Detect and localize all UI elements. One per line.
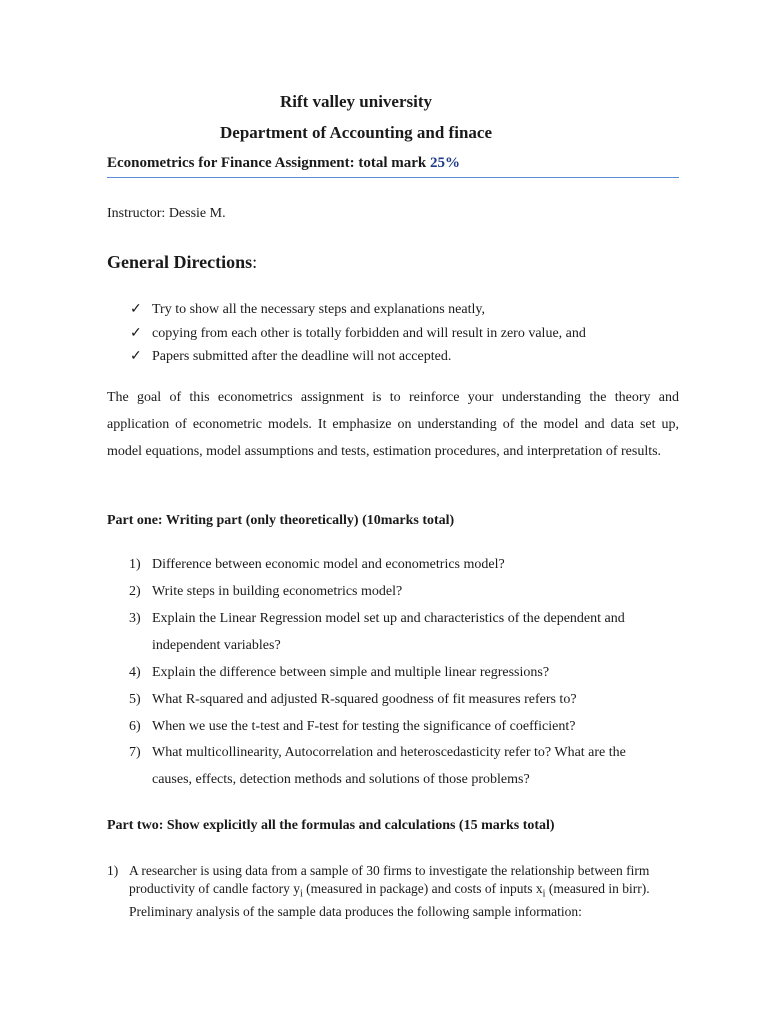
question-item [129, 692, 577, 708]
direction-text: Papers submitted after the deadline will not accepted. [152, 349, 452, 364]
checkmark-icon: ✓ [130, 326, 142, 341]
question-item [129, 557, 505, 573]
part-two-question [107, 860, 679, 881]
checkmark-icon: ✓ [130, 349, 142, 364]
question-text: When we use the t-test and F-test for testing the significance of coefficient? [152, 719, 576, 734]
question-number: 5) [129, 692, 141, 707]
direction-item [130, 301, 485, 318]
assignment-percent: 25% [430, 155, 461, 171]
question-item [129, 745, 626, 761]
direction-item [130, 325, 586, 342]
question-number: 1) [107, 863, 119, 878]
subscript: i [299, 888, 303, 900]
general-directions-colon: : [252, 252, 258, 272]
question-item [129, 665, 549, 681]
question-number: 2) [129, 584, 141, 599]
direction-item [130, 348, 451, 365]
direction-text: copying from each other is totally forbidden and will result in zero value, and [152, 326, 586, 341]
question-text: Explain the Linear Regression model set up and characteristics of the dependent and [152, 611, 625, 626]
question-text: What R-squared and adjusted R-squared goodness of fit measures refers to? [152, 692, 577, 707]
assignment-title [107, 155, 460, 172]
direction-text: Try to show all the necessary steps and explanations neatly, [152, 302, 485, 317]
question-text: A researcher is using data from a sample of 30 firms to investigate the relationship between firm [129, 863, 650, 878]
question-number: 3) [129, 611, 141, 626]
question-continuation: independent variables? [152, 638, 281, 653]
question-text: (measured in package) and costs of inputs x [302, 881, 543, 896]
question-item [129, 584, 402, 600]
department-title: Department of Accounting and finace [220, 123, 492, 142]
question-text: What multicollinearity, Autocorrelation and heteroscedasticity refer to? What are the [152, 745, 626, 760]
question-text: Difference between economic model and econometrics model? [152, 557, 505, 572]
question-item [129, 611, 625, 627]
general-directions-heading-text: General Directions [107, 252, 253, 272]
assignment-title-text: Econometrics for Finance Assignment: total mark [107, 155, 427, 171]
question-line [129, 881, 650, 900]
question-continuation: causes, effects, detection methods and solutions of those problems? [152, 772, 530, 787]
part-one-heading: Part one: Writing part (only theoretically) (10marks total) [107, 513, 455, 528]
general-directions-heading [107, 252, 257, 273]
question-text: productivity of candle factory y [129, 881, 300, 896]
question-item [129, 719, 575, 735]
question-number: 4) [129, 665, 141, 680]
instructor-line: Instructor: Dessie M. [107, 206, 226, 221]
part-two-heading: Part two: Show explicitly all the formulas and calculations (15 marks total) [107, 818, 555, 833]
checkmark-icon: ✓ [130, 302, 142, 317]
question-line: Preliminary analysis of the sample data produces the following sample information: [129, 904, 582, 919]
question-number: 6) [129, 719, 141, 734]
question-text: Write steps in building econometrics model? [152, 584, 403, 599]
question-text: (measured in birr). [545, 881, 650, 896]
subscript: i [542, 888, 546, 900]
goal-paragraph: The goal of this econometrics assignment is to reinforce your understanding the theory and application of econometric models. It emphasize on understanding of the model and data set up, model equations, model assumptions and tests, estimation procedures, and interpretation of results. [107, 390, 679, 459]
question-number: 7) [129, 745, 141, 760]
university-title: Rift valley university [279, 92, 433, 111]
question-text: Explain the difference between simple and multiple linear regressions? [152, 665, 550, 680]
question-number: 1) [129, 557, 141, 572]
title-underline [107, 177, 679, 178]
